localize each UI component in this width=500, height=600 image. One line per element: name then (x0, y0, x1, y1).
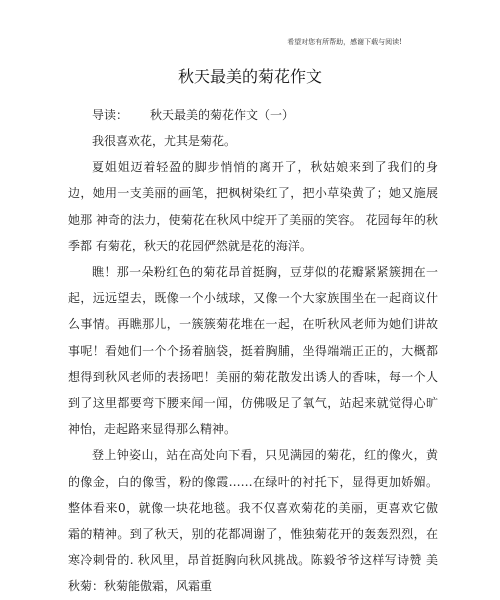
paragraph-3: 瞧！那一朵粉红色的菊花昂首挺胸，豆芽似的花瓣紧紧簇拥在一 起，远远望去，既像一个小绒球，又像一个大家族围坐在一起商议什 么事情。再瞧那儿，一簇簇菊花堆在一起，在听秋风老师为她们讲故 事呢！看她们一个个扬着脑袋，挺着胸脯，坐得端端正正的，大概都 想得到秋风老师的表扬吧！美丽的菊花散发出诱人的香味，每一个人 到了这里都要弯下腰来闻一闻，仿佛吸足了氧气，站起来就觉得心旷 神怡，走起路来显得那么精神。 (68, 265, 438, 437)
paragraph-1: 我很喜欢花，尤其是菊花。 (92, 134, 237, 148)
document-body (68, 128, 438, 600)
paragraph-2: 夏姐姐迈着轻盈的脚步悄悄的离开了，秋姑娘来到了我们的身边，她用一支美丽的画笔，把枫树染红了，把小草染黄了；她又施展她那 神奇的法力，使菊花在秋风中绽开了美丽的笑容。 花园每年的秋季都 有菊花，秋天的花园俨然就是花的海洋。 (68, 160, 438, 253)
document-intro (92, 106, 294, 123)
document-title: 秋天最美的菊花作文 (177, 67, 322, 86)
intro-text: 秋天最美的菊花作文（一） (150, 108, 295, 122)
intro-label: 导读： (92, 108, 129, 122)
header-note: 希望对您有所帮助，感谢下载与阅读! (287, 38, 402, 46)
paragraph-4: 登上钟姿山，站在高处向下看，只见满园的菊花，红的像火，黄 的像金，白的像雪，粉的像霞……在绿叶的衬托下，显得更加娇媚。 整体看来0，就像一块花地毯。我不仅喜欢菊花的美丽，更喜欢它傲 霜的精神。到了秋天，别的花都凋谢了，惟独菊花开的轰轰烈烈，在 寒冷刺骨的. 秋风里，昂首挺胸向秋风挑战。陈毅爷爷这样写诗赞 美秋菊：秋菊能傲霜，风霜重 (68, 448, 438, 594)
